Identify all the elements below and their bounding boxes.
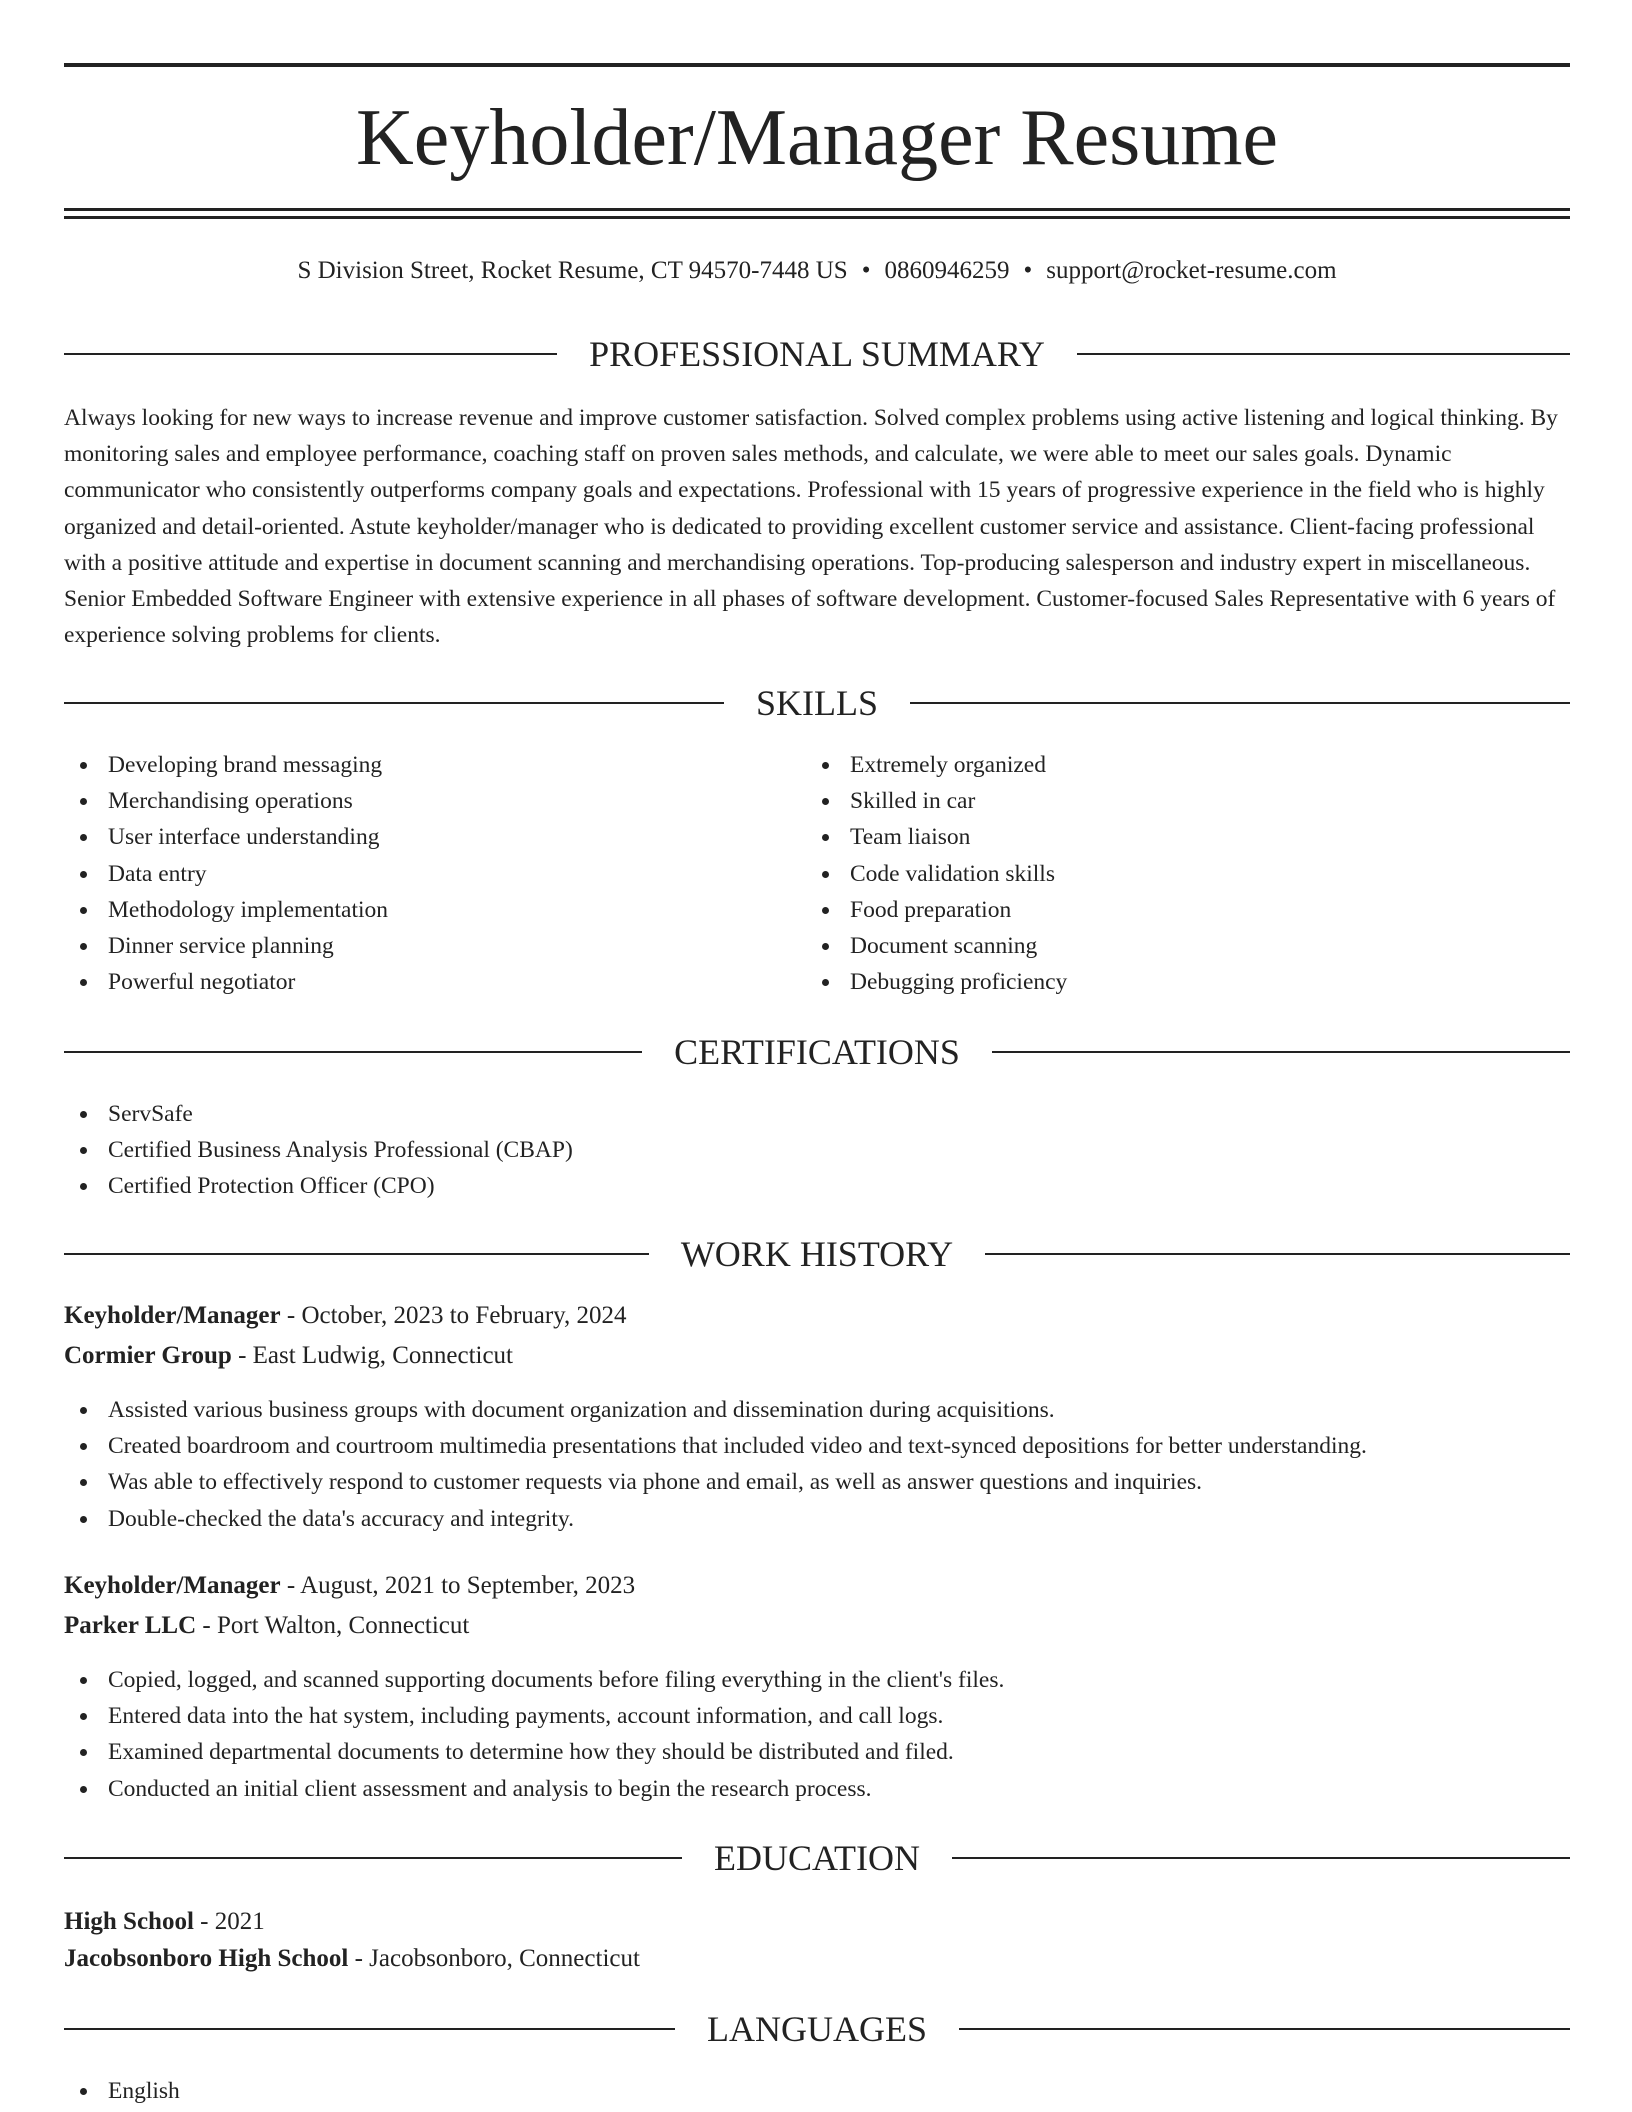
section-title: SKILLS — [756, 683, 879, 723]
list-item: Assisted various business groups with document organization and dissemination during acquisitions. — [64, 1392, 1570, 1428]
section-heading-work-history — [64, 1232, 1570, 1276]
heading-rule — [64, 702, 724, 704]
header-bottom-rule-double — [64, 216, 1570, 219]
skills-list-left — [64, 747, 764, 1000]
job-title-line — [64, 1298, 1570, 1334]
section-title: WORK HISTORY — [680, 1234, 954, 1274]
contact-email: support@rocket-resume.com — [1046, 257, 1337, 284]
job-bullets — [64, 1662, 1570, 1807]
job-location: - East Ludwig, Connecticut — [231, 1342, 514, 1369]
job-bullets — [64, 1392, 1570, 1537]
job-company-line — [64, 1608, 1570, 1644]
contact-separator: • — [861, 257, 871, 284]
education-location: - Jacobsonboro, Connecticut — [348, 1945, 640, 1972]
section-title: CERTIFICATIONS — [674, 1032, 960, 1072]
heading-rule — [959, 2028, 1570, 2030]
job-location: - Port Walton, Connecticut — [196, 1612, 470, 1639]
summary-text: Always looking for new ways to increase revenue and improve customer satisfaction. Solved complex problems using active listening and logical thinking. By monitoring sales and employee performance, coaching staff on proven sales methods, and calculate, we were able to meet our sales goals. Dynamic communicator who consistently outperforms company goals and expectations. Professional with 15 years of progressive experience in the field who is highly organized and detail-oriented. Astute keyholder/manager who is dedicated to providing excellent customer service and assistance. Client-facing professional with a positive attitude and expertise in document scanning and merchandising operations. Top-producing salesperson and industry expert in miscellaneous. Senior Embedded Software Engineer with extensive experience in all phases of software development. Customer-focused Sales Representative with 6 years of experience solving problems for clients. — [64, 405, 1558, 649]
job-company-line — [64, 1338, 1570, 1374]
list-item: Powerful negotiator — [64, 964, 764, 1000]
heading-rule — [64, 1051, 642, 1053]
job-dates: - August, 2021 to September, 2023 — [280, 1572, 636, 1599]
certifications-list — [64, 1096, 1564, 1205]
job-title: Keyholder/Manager — [64, 1302, 281, 1329]
section-heading-skills — [64, 681, 1570, 725]
list-item: User interface understanding — [64, 819, 764, 855]
heading-rule — [64, 353, 557, 355]
list-item: Examined departmental documents to determine how they should be distributed and filed. — [64, 1734, 1570, 1770]
skills-list-right — [806, 747, 1546, 1000]
list-item: Food preparation — [806, 892, 1546, 928]
list-item: Methodology implementation — [64, 892, 764, 928]
list-item: Debugging proficiency — [806, 964, 1546, 1000]
heading-rule — [64, 1857, 682, 1859]
contact-address: S Division Street, Rocket Resume, CT 94570-7448 US — [297, 257, 848, 284]
list-item: Was able to effectively respond to customer requests via phone and email, as well as answer questions and inquiries. — [64, 1464, 1570, 1500]
education-school: Jacobsonboro High School — [64, 1945, 349, 1972]
list-item: Merchandising operations — [64, 783, 764, 819]
heading-rule — [992, 1051, 1570, 1053]
job-dates: - October, 2023 to February, 2024 — [280, 1302, 627, 1329]
section-title: EDUCATION — [714, 1838, 920, 1878]
list-item: Copied, logged, and scanned supporting documents before filing everything in the client's files. — [64, 1662, 1570, 1698]
list-item: Skilled in car — [806, 783, 1546, 819]
job-company: Parker LLC — [64, 1612, 197, 1639]
section-heading-certifications — [64, 1030, 1570, 1074]
section-heading-education — [64, 1836, 1570, 1880]
header-top-rule — [64, 63, 1570, 67]
contact-phone: 0860946259 — [884, 257, 1010, 284]
list-item: Certified Protection Officer (CPO) — [64, 1168, 1564, 1204]
heading-rule — [64, 2028, 675, 2030]
contact-line — [64, 255, 1570, 287]
resume-title: Keyholder/Manager Resume — [356, 94, 1278, 182]
section-title: LANGUAGES — [707, 2009, 927, 2049]
section-title: PROFESSIONAL SUMMARY — [589, 334, 1045, 374]
list-item: Dinner service planning — [64, 928, 764, 964]
list-item: Certified Business Analysis Professional (CBAP) — [64, 1132, 1564, 1168]
heading-rule — [952, 1857, 1570, 1859]
job-title: Keyholder/Manager — [64, 1572, 281, 1599]
job-company: Cormier Group — [64, 1342, 232, 1369]
heading-rule — [910, 702, 1570, 704]
list-item: ServSafe — [64, 1096, 1564, 1132]
list-item: Code validation skills — [806, 856, 1546, 892]
list-item: Double-checked the data's accuracy and integrity. — [64, 1501, 1570, 1537]
education-year: - 2021 — [193, 1908, 265, 1935]
list-item: English — [64, 2073, 664, 2109]
education-degree-line — [64, 1904, 1570, 1940]
list-item: Created boardroom and courtroom multimedia presentations that included video and text-synced depositions for better understanding. — [64, 1428, 1570, 1464]
list-item: Document scanning — [806, 928, 1546, 964]
job-title-line — [64, 1568, 1570, 1604]
section-heading-summary — [64, 332, 1570, 376]
section-heading-languages — [64, 2007, 1570, 2051]
list-item: Team liaison — [806, 819, 1546, 855]
heading-rule — [64, 1253, 649, 1255]
education-degree: High School — [64, 1908, 194, 1935]
heading-rule — [1077, 353, 1570, 355]
contact-separator: • — [1023, 257, 1033, 284]
list-item: Entered data into the hat system, including payments, account information, and call logs. — [64, 1698, 1570, 1734]
languages-list — [64, 2073, 664, 2109]
list-item: Data entry — [64, 856, 764, 892]
header-bottom-rule — [64, 208, 1570, 211]
list-item: Extremely organized — [806, 747, 1546, 783]
list-item: Developing brand messaging — [64, 747, 764, 783]
heading-rule — [985, 1253, 1570, 1255]
education-school-line — [64, 1941, 1570, 1977]
list-item: Conducted an initial client assessment and analysis to begin the research process. — [64, 1771, 1570, 1807]
